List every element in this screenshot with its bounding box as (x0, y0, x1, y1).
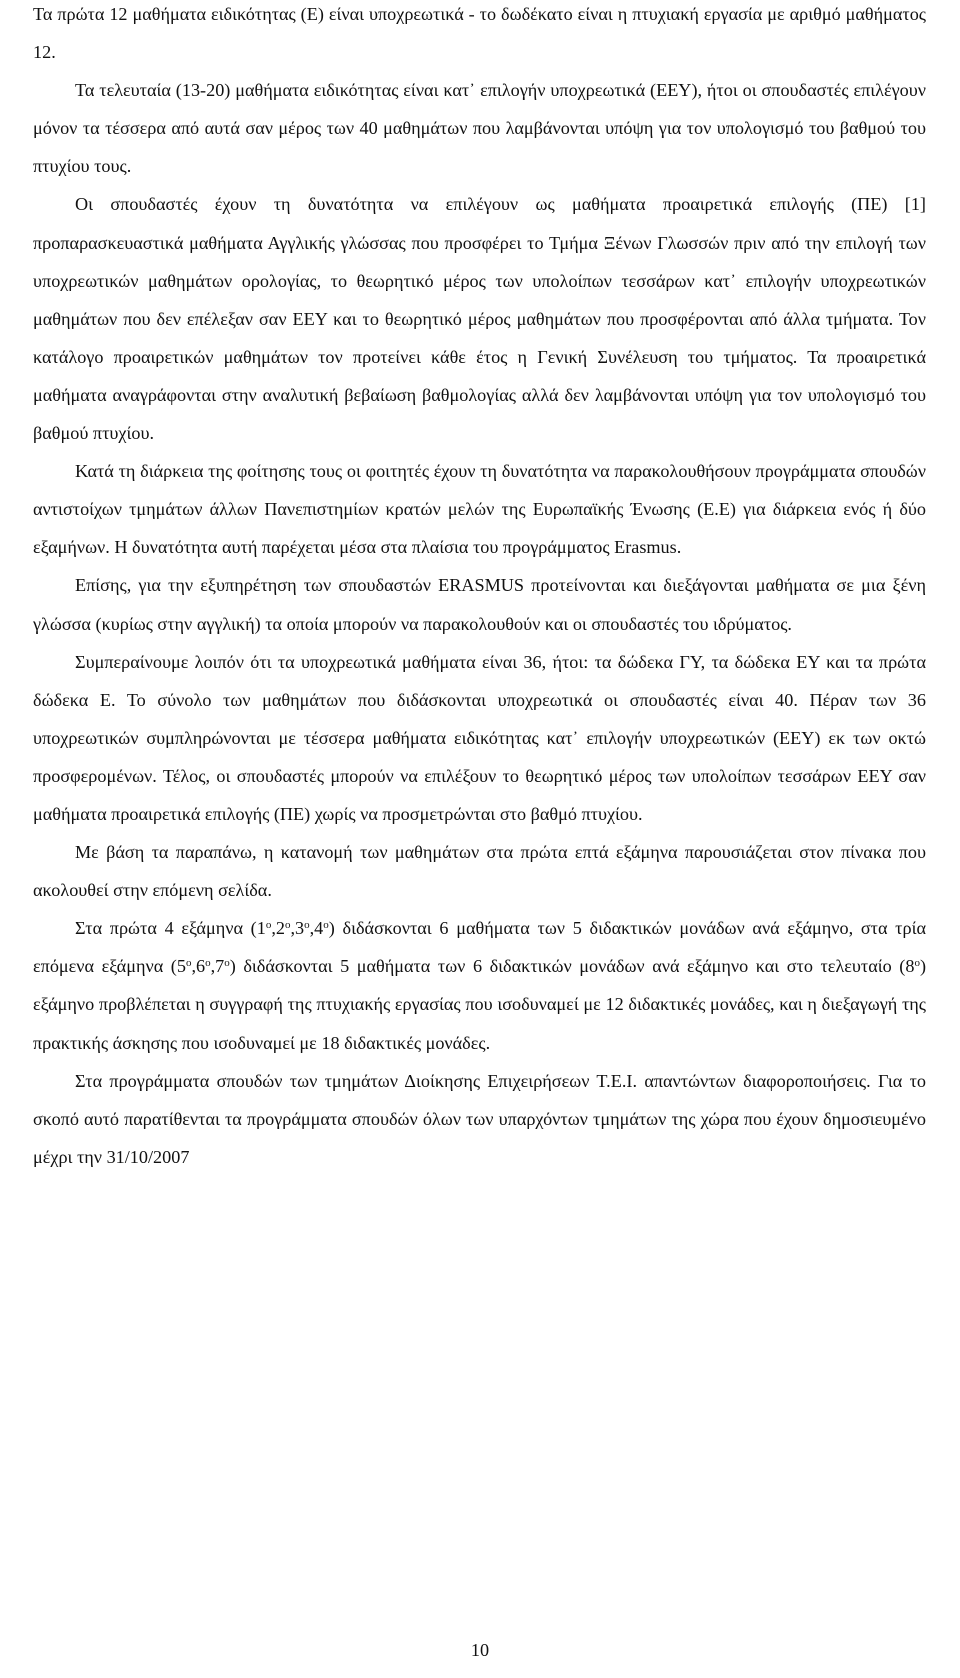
paragraph-5: Επίσης, για την εξυπηρέτηση των σπουδαστών ERASMUS προτείνονται και διεξάγονται μαθήματα σε μια ξένη γλώσσα (κυρίως στην αγγλική) τα οποία μπορούν να παρακολουθούν και οι σπουδαστές του ιδρύματος. (33, 575, 926, 634)
paragraph-9: Στα προγράμματα σπουδών των τμημάτων Διοίκησης Επιχειρήσεων Τ.Ε.Ι. απαντώντων διαφοροποιήσεις. Για το σκοπό αυτό παρατίθενται τα προγράμματα σπουδών όλων των υπαρχόντων τμημάτων της χώρα που έχουν δημοσιευμένο μέχρι την 31/10/2007 (33, 1070, 926, 1167)
p8-text-8: ) διδάσκονται 5 μαθήματα των 6 διδακτικών μονάδων ανά εξάμηνο και στο τελευταίο (8 (229, 956, 915, 977)
ordinal-superscript: ο (185, 957, 192, 970)
paragraph-3: Οι σπουδαστές έχουν τη δυνατότητα να επιλέγουν ως μαθήματα προαιρετικά επιλογής (ΠΕ) [1] προπαρασκευαστικά μαθήματα Αγγλικής γλώσσας που προσφέρει το Τμήμα Ξένων Γλωσσών πριν από την επιλογή των υποχρεωτικών μαθημάτων ορολογίας, το θεωρητικό μέρος των υπολοίπων τεσσάρων κατ᾽ επιλογήν υποχρεωτικών μαθημάτων που δεν επέλεξαν σαν ΕΕΥ και το θεωρητικό μέρος μαθημάτων που προσφέρονται από άλλα τμήματα. Τον κατάλογο προαιρετικών μαθημάτων τον προτείνει κάθε έτος η Γενική Συνέλευση του τμήματος. Τα προαιρετικά μαθήματα αναγράφονται στην αναλυτική βεβαίωση βαθμολογίας αλλά δεν λαμβάνονται υπόψη για τον υπολογισμό του βαθμού πτυχίου. (33, 194, 926, 444)
p8-text-7: ,7 (210, 956, 225, 977)
ordinal-superscript: ο (265, 919, 272, 932)
p8-text-9: ) εξάμηνο προβλέπεται η συγγραφή της πτυχιακής εργασίας που ισοδυναμεί με 12 διδακτικές μονάδες, και η διεξαγωγή της πρακτικής άσκησης που ισοδυναμεί με 18 διδακτικές μονάδες. (33, 956, 926, 1053)
ordinal-superscript: ο (284, 919, 291, 932)
p8-text-5: ) διδάσκονται 6 μαθήματα των 5 διδακτικών μονάδων ανά εξάμηνο, στα τρία επόμενα εξάμηνα (5 (33, 918, 926, 977)
paragraph-8 (33, 909, 926, 1061)
ordinal-superscript: ο (323, 919, 329, 932)
paragraph-1: Τα πρώτα 12 μαθήματα ειδικότητας (Ε) είναι υποχρεωτικά - το δωδέκατο είναι η πτυχιακή εργασία με αριθμό μαθήματος 12. (33, 4, 926, 63)
ordinal-superscript: ο (224, 957, 230, 970)
page-number: 10 (470, 1640, 490, 1660)
text-body (33, 0, 926, 1176)
p8-text-1: Στα πρώτα 4 εξάμηνα (1 (75, 918, 266, 939)
paragraph-6: Συμπεραίνουμε λοιπόν ότι τα υποχρεωτικά μαθήματα είναι 36, ήτοι: τα δώδεκα ΓΥ, τα δώδεκα ΕΥ και τα πρώτα δώδεκα Ε. Το σύνολο των μαθημάτων που διδάσκονται υποχρεωτικά οι σπουδαστές είναι 40. Πέραν των 36 υποχρεωτικών συμπληρώνονται με τέσσερα μαθήματα ειδικότητας κατ᾽ επιλογήν υποχρεωτικών (ΕΕΥ) εκ των οκτώ προσφερομένων. Τέλος, οι σπουδαστές μπορούν να επιλέξουν το θεωρητικό μέρος των υπολοίπων τεσσάρων ΕΕΥ σαν μαθήματα προαιρετικά επιλογής (ΠΕ) χωρίς να προσμετρώνται στο βαθμό πτυχίου. (33, 651, 926, 824)
p8-text-6: ,6 (191, 956, 206, 977)
paragraph-7: Με βάση τα παραπάνω, η κατανομή των μαθημάτων στα πρώτα επτά εξάμηνα παρουσιάζεται στον πίνακα που ακολουθεί στην επόμενη σελίδα. (33, 842, 926, 901)
ordinal-superscript: ο (304, 919, 310, 932)
ordinal-superscript: ο (205, 957, 211, 970)
document-page (33, 0, 926, 1678)
ordinal-superscript: ο (914, 957, 920, 970)
p8-text-4: ,4 (309, 918, 324, 939)
paragraph-4: Κατά τη διάρκεια της φοίτησης τους οι φοιτητές έχουν τη δυνατότητα να παρακολουθήσουν προγράμματα σπουδών αντιστοίχων τμημάτων άλλων Πανεπιστημίων κρατών μελών της Ευρωπαϊκής Ένωσης (Ε.Ε) για διάρκεια ενός ή δύο εξαμήνων. Η δυνατότητα αυτή παρέχεται μέσα στα πλαίσια του προγράμματος Erasmus. (33, 461, 926, 558)
paragraph-2: Τα τελευταία (13-20) μαθήματα ειδικότητας είναι κατ᾽ επιλογήν υποχρεωτικά (ΕΕΥ), ήτοι οι σπουδαστές επιλέγουν μόνον τα τέσσερα από αυτά σαν μέρος των 40 μαθημάτων που λαμβάνονται υπόψη για τον υπολογισμό του βαθμού του πτυχίου τους. (33, 80, 926, 177)
p8-text-2: ,2 (271, 918, 285, 939)
p8-text-3: ,3 (290, 918, 305, 939)
